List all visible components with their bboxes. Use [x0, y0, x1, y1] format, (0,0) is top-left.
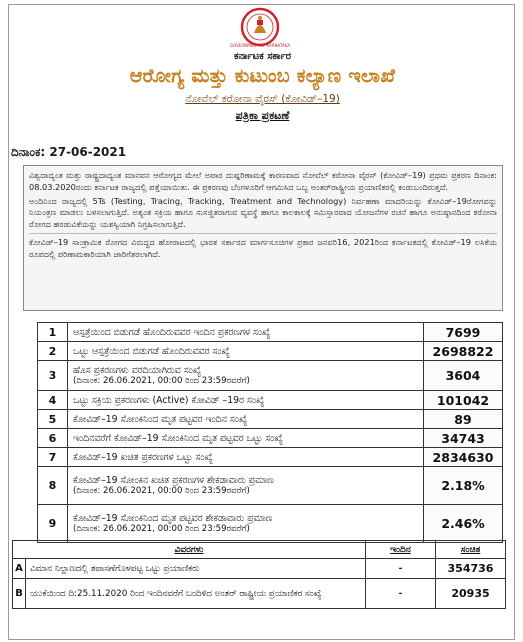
row-letter: A — [13, 559, 26, 579]
row-description: ಕೋವಿಡ್–19 ಸೋಂಕಿನಿಂದ ಮೃತ ಪಟ್ಟವರ ಇಂದಿನ ಸಂಖ್ಯೆ — [68, 410, 424, 429]
department-title: ಆರೋಗ್ಯ ಮತ್ತು ಕುಟುಂಬ ಕಲ್ಯಾಣ ಇಲಾಖೆ — [129, 65, 396, 87]
row-description: ಆಸ್ಪತ್ರೆಯಿಂದ ಬಿಡುಗಡೆ ಹೊಂದಿರುವವರ ಇಂದಿನ ಪ್ರಕರಣಗಳ ಸಂಖ್ಯೆ — [68, 323, 424, 342]
row-description: ಕೋವಿಡ್–19 ಖಚಿತ ಪ್ರಕರಣಗಳ ಒಟ್ಟು ಸಂಖ್ಯೆ — [68, 448, 424, 467]
table-row — [38, 342, 503, 361]
row-number: 4 — [38, 391, 68, 410]
table-row — [38, 505, 503, 543]
table-row — [38, 448, 503, 467]
table-header-row — [13, 541, 506, 559]
government-name: ಕರ್ನಾಟಕ ಸರ್ಕಾರ — [233, 51, 292, 62]
row-description: ಒಟ್ಟು ಆಸ್ಪತ್ರೆಯಿಂದ ಬಿಡುಗಡೆ ಹೊಂದಿರುವವರ ಸಂಖ್ಯೆ — [68, 342, 424, 361]
intro-paragraph-box — [23, 165, 503, 311]
table-row — [38, 410, 503, 429]
table-row — [38, 391, 503, 410]
covid-stats-table — [37, 322, 503, 543]
row-number: 3 — [38, 361, 68, 391]
row-value: 101042 — [424, 391, 503, 410]
row-value: 34743 — [424, 429, 503, 448]
row-letter: B — [13, 579, 26, 609]
row-number: 2 — [38, 342, 68, 361]
row-description: ಹೊಸ ಪ್ರಕರಣಗಳು ವರದಿಯಾಗಿರುವ ಸಂಖ್ಯೆ (ದಿನಾಂಕ: 26.06.2021, 00:00 ರಿಂದ 23:59ರವರೆಗೆ) — [68, 361, 424, 391]
header-details: ವಿವರಗಳು — [13, 541, 366, 559]
row-value: 89 — [424, 410, 503, 429]
intro-paragraph-3: ಕೋವಿಡ್–19 ಸಾಂಕ್ರಾಮಿಕ ರೋಗದ ವಿರುದ್ಧದ ಹೋರಾಟದಲ್ಲಿ ಭಾರತ ಸರ್ಕಾರದ ಮಾರ್ಗಸೂಚಿಗಳ ಪ್ರಕಾರ ಜನವರಿ16, 2021ರಿಂದ ಕರ್ನಾಟಕದಲ್ಲಿ ಕೋವಿಡ್–19 ಲಸಿಕೆಯ ರೂಪದಲ್ಲಿ ಪರಿಣಾಮಕಾರಿಯಾಗಿ ಜಾರಿಗೆತರಲಾಗಿದೆ. — [29, 236, 497, 259]
row-value: 3604 — [424, 361, 503, 391]
traveller-arrivals-table — [12, 540, 506, 609]
row-today: - — [366, 579, 436, 609]
header-cumulative: ಸಂಚಿತ — [436, 541, 506, 559]
row-number: 8 — [38, 467, 68, 505]
intro-paragraph-1: ವಿಶ್ವದಾದ್ಯಂತ ಮತ್ತು ರಾಷ್ಟ್ರದಾದ್ಯಂತ ಮಾನವನ ಆರೋಗ್ಯದ ಮೇಲೆ ಅಪಾರ ದುಷ್ಪರಿಣಾಮಕ್ಕೆ ಕಾರಣವಾದ ನೋವೆಲ್ ಕರೋನಾ ವೈರಸ್ (ಕೋವಿಡ್–19) ಪ್ರಥಮ ಪ್ರಕರಣ ದಿನಾಂಕ: 08.03.2020ರಂದು ಕರ್ನಾಟಕ ರಾಜ್ಯದಲ್ಲಿ ಪತ್ತೆಯಾಯಿತು. ಈ ಪ್ರಕರಣವು ಬೆಂಗಳೂರಿಗೆ ಆಗಮಿಸಿದ ಒಬ್ಬ ಅಂತರ್‌ರಾಷ್ಟ್ರೀಯ ಪ್ರಯಾಣಿಕರಲ್ಲಿ ಕಂಡುಬಂದಿರುತ್ತದೆ. — [29, 170, 497, 192]
row-value: 2834630 — [424, 448, 503, 467]
table-row — [38, 467, 503, 505]
press-release-heading: ಪತ್ರಿಕಾ ಪ್ರಕಟಣೆ — [235, 109, 290, 122]
row-description: ಕೋವಿಡ್–19 ಸೋಂಕಿನ ಖಚಿತ ಪ್ರಕರಣಗಳ ಶೇಕಡಾವಾರು ಪ್ರಮಾಣ (ದಿನಾಂಕ: 26.06.2021, 00:00 ರಿಂದ 23:59ರವರೆಗೆ) — [68, 467, 424, 505]
row-description: ವಿಮಾನ ನಿಲ್ದಾಣದಲ್ಲಿ ತಪಾಸಣೆಗೊಳಪಟ್ಟ ಒಟ್ಟು ಪ್ರಯಾಣಿಕರು — [26, 559, 366, 579]
release-subtitle: ನೋವೆಲ್ ಕರೋನಾ ವೈರಸ್ (ಕೋವಿಡ್–19) — [185, 93, 340, 105]
karnataka-emblem-icon — [229, 7, 291, 51]
svg-text:GOVERNMENT OF KARNATAKA: GOVERNMENT OF KARNATAKA — [229, 43, 291, 48]
row-value: 2.46% — [424, 505, 503, 543]
row-number: 7 — [38, 448, 68, 467]
row-description: ಯುಕೆಯಿಂದ ದಿ:25.11.2020 ರಿಂದ ಇಂದಿನವರೆಗೆ ಬಂದಿಳಿದ ಅಂತರ್ ರಾಷ್ಟ್ರೀಯ ಪ್ರಯಾಣಿಕರ ಸಂಖ್ಯೆ — [26, 579, 366, 609]
table-row — [38, 429, 503, 448]
header-today: ಇಂದಿನ — [366, 541, 436, 559]
intro-paragraph-2: ಅಂದಿನಿಂದ ರಾಜ್ಯದಲ್ಲಿ 5Ts (Testing, Tracing, Tracking, Treatment and Technology) ನಿರ್ವಹಣಾ ಮಾದರಿಯನ್ನು ಕೋವಿಡ್–19ರೋಗವನ್ನು ನಿಯಂತ್ರಣ ಮಾಡಲು ಬಳಸಲಾಗುತ್ತಿದೆ. ಅತ್ಯಂತ ಸಕ್ರಿಯ ಹಾಗೂ ಸುಸಜ್ಜಿತರಾಗುವ ವ್ಯವಸ್ಥೆ ಹಾಗೂ ಕಾಲಕಾಲಕ್ಕೆ ಸಮಿಸ್ತಾರವಾದ ಯೋಜನೆಗಳ ರಚನೆ ಹಾಗೂ ಅನುಷ್ಠಾನದಿಂದ ಕರೋನಾ ರೋಗದ ಹರಡುವಿಕೆಯನ್ನು ಯಶಸ್ವಿಯಾಗಿ ನಿಗ್ರಹಿಸಲಾಗುತ್ತಿದೆ. — [29, 195, 497, 230]
row-description: ಒಟ್ಟು ಸಕ್ರಿಯ ಪ್ರಕರಣಗಳು (Active) ಕೋವಿಡ್ –19ರ ಸಂಖ್ಯೆ — [68, 391, 424, 410]
press-release-page — [8, 4, 515, 640]
row-cumulative: 20935 — [436, 579, 506, 609]
row-today: - — [366, 559, 436, 579]
row-number: 9 — [38, 505, 68, 543]
table-row — [38, 323, 503, 342]
row-value: 2.18% — [424, 467, 503, 505]
row-number: 1 — [38, 323, 68, 342]
table-row — [13, 579, 506, 609]
row-number: 5 — [38, 410, 68, 429]
row-cumulative: 354736 — [436, 559, 506, 579]
table-row — [38, 361, 503, 391]
row-number: 6 — [38, 429, 68, 448]
row-value: 2698822 — [424, 342, 503, 361]
row-value: 7699 — [424, 323, 503, 342]
table-row — [13, 559, 506, 579]
row-description: ಇಂದಿನವರೆಗೆ ಕೋವಿಡ್–19 ಸೋಂಕಿನಿಂದ ಮೃತ ಪಟ್ಟವರ ಒಟ್ಟು ಸಂಖ್ಯೆ — [68, 429, 424, 448]
release-date: ದಿನಾಂಕ: 27-06-2021 — [11, 145, 127, 159]
row-description: ಕೋವಿಡ್–19 ಸೋಂಕಿನಿಂದ ಮೃತ ಪಟ್ಟವರ ಶೇಕಡಾವಾರು ಪ್ರಮಾಣ (ದಿನಾಂಕ: 26.06.2021, 00:00 ರಿಂದ 23:59ರವರೆಗೆ) — [68, 505, 424, 543]
intro-divider — [29, 233, 497, 234]
